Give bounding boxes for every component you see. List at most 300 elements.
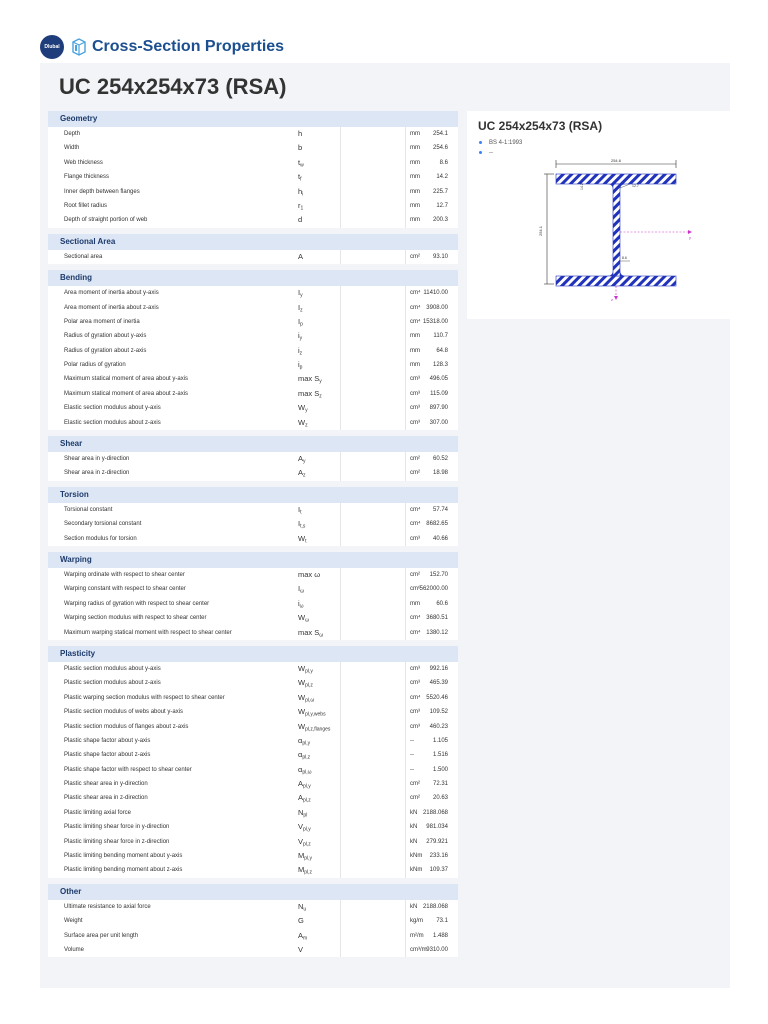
symbol-subscript: y	[305, 407, 308, 414]
property-row	[48, 582, 458, 596]
property-value: 496.05	[429, 376, 448, 383]
symbol-subscript: pl	[303, 812, 308, 819]
bullet-icon	[479, 141, 482, 144]
property-unit: cm⁴	[410, 694, 421, 701]
property-value: 465.39	[429, 680, 448, 687]
property-row	[48, 720, 458, 734]
property-value: 1.500	[432, 766, 448, 773]
property-description: Plastic section modulus of flanges about z-axis	[64, 723, 189, 730]
property-value: 20.63	[432, 795, 448, 802]
property-description: Elastic section modulus about y-axis	[64, 405, 161, 412]
symbol-subscript: pl,z	[303, 797, 311, 804]
property-unit: cm³	[410, 723, 420, 730]
property-description: Width	[64, 145, 80, 152]
symbol-base: W	[298, 533, 306, 543]
symbol-base: W	[298, 613, 306, 623]
property-unit: mm	[410, 159, 420, 166]
property-description: Radius of gyration about z-axis	[64, 347, 147, 354]
symbol-base: i	[298, 598, 300, 608]
property-value: 1380.12	[426, 629, 448, 636]
property-value: 128.3	[432, 362, 448, 369]
property-value: 72.31	[432, 781, 448, 788]
property-unit: kN	[410, 838, 418, 845]
property-row	[48, 372, 458, 386]
property-unit: kg/m	[410, 918, 424, 925]
property-row	[48, 914, 458, 928]
property-value: 225.7	[432, 188, 448, 195]
cross-section-icon	[70, 37, 88, 57]
property-description: Flange thickness	[64, 174, 110, 181]
property-value: 60.52	[432, 456, 448, 463]
symbol-base: i	[298, 360, 300, 370]
property-value: 15318.00	[422, 318, 448, 325]
symbol-base: V	[298, 836, 304, 846]
property-value: 115.09	[430, 390, 448, 397]
property-description: Inner depth between flanges	[64, 188, 140, 195]
symbol-base: h	[298, 186, 303, 196]
property-description: Plastic limiting bending moment about y-axis	[64, 853, 183, 860]
property-unit: cm⁴	[410, 318, 421, 325]
property-unit: cm²	[410, 571, 420, 578]
symbol-base: I	[298, 288, 301, 298]
symbol-base: α	[298, 750, 303, 760]
property-unit: cm³	[410, 376, 420, 383]
property-value: 3908.00	[426, 304, 448, 311]
symbol-base: I	[298, 302, 301, 312]
symbol-subscript: pl,z	[305, 682, 313, 689]
section-drawing	[470, 155, 710, 305]
property-row	[48, 141, 458, 155]
symbol-subscript: y	[300, 292, 303, 299]
property-row	[48, 662, 458, 676]
z-axis-label: z	[611, 297, 613, 302]
symbol-base: W	[298, 721, 306, 731]
property-value: 1.105	[432, 737, 448, 744]
z-axis-arrow-icon	[614, 296, 618, 300]
property-unit: mm	[410, 188, 420, 195]
symbol-subscript: z	[305, 422, 308, 429]
property-description: Plastic shape factor about y-axis	[64, 737, 151, 744]
property-value: 60.6	[436, 600, 448, 607]
property-row	[48, 416, 458, 430]
property-description: Polar area moment of inertia	[64, 318, 140, 325]
symbol-base: V	[298, 822, 304, 832]
property-row	[48, 863, 458, 877]
card-info-item	[479, 138, 522, 148]
property-row	[48, 517, 458, 531]
symbol-subscript: y	[299, 335, 303, 342]
property-row	[48, 835, 458, 849]
property-row	[48, 705, 458, 719]
property-description: Area moment of inertia about z-axis	[64, 304, 159, 311]
symbol-base: A	[298, 454, 304, 464]
property-description: Polar radius of gyration	[64, 362, 126, 369]
symbol-subscript: y	[303, 458, 306, 465]
symbol-subscript: z	[299, 350, 303, 357]
property-unit: cm³	[410, 390, 420, 397]
property-unit: kN	[410, 903, 418, 910]
web	[613, 184, 620, 276]
property-description: Area moment of inertia about y-axis	[64, 290, 159, 297]
symbol-base: α	[298, 764, 303, 774]
symbol-base: W	[298, 692, 306, 702]
property-description: Warping section modulus with respect to shear center	[64, 615, 207, 622]
property-description: Shear area in y-direction	[64, 456, 130, 463]
property-unit: cm³	[410, 419, 420, 426]
property-unit: mm	[410, 600, 420, 607]
symbol-base: W	[298, 403, 306, 413]
symbol-subscript: ω	[300, 588, 304, 595]
symbol-subscript: t	[300, 509, 302, 516]
property-description: Warping constant with respect to shear center	[64, 586, 186, 593]
symbol-subscript: p	[299, 364, 303, 371]
symbol-subscript: f	[300, 176, 302, 183]
property-value: 460.23	[429, 723, 448, 730]
property-symbol	[298, 250, 303, 267]
property-row	[48, 387, 458, 401]
property-unit: cm³	[410, 680, 420, 687]
property-row	[48, 820, 458, 834]
property-value: 1.488	[432, 932, 448, 939]
symbol-subscript: ω	[305, 617, 309, 624]
property-description: Surface area per unit length	[64, 932, 139, 939]
property-value: 152.70	[429, 571, 448, 578]
property-unit: cm⁴	[410, 290, 421, 297]
symbol-base: G	[298, 916, 304, 926]
property-description: Plastic limiting shear force in y-direction	[64, 824, 170, 831]
property-unit: cm²	[410, 470, 420, 477]
symbol-base: I	[298, 504, 301, 514]
card-title: UC 254x254x73 (RSA)	[478, 119, 603, 133]
property-row	[48, 329, 458, 343]
property-unit: cm³/m	[410, 946, 427, 953]
symbol-subscript: p	[300, 321, 303, 328]
property-unit: --	[410, 737, 414, 744]
property-description: Elastic section modulus about z-axis	[64, 419, 161, 426]
symbol-base: b	[298, 143, 303, 153]
property-description: Plastic shear area in y-direction	[64, 781, 148, 788]
property-value: 254.6	[432, 145, 448, 152]
property-unit: cm²	[410, 253, 420, 260]
properties-table	[48, 111, 458, 957]
property-symbol	[298, 213, 302, 230]
section-header: Plasticity	[48, 646, 458, 662]
property-unit: kN	[410, 824, 418, 831]
property-unit: mm	[410, 217, 420, 224]
property-description: Depth of straight portion of web	[64, 217, 148, 224]
property-description: Sectional area	[64, 253, 103, 260]
property-row	[48, 127, 458, 141]
property-description: Warping radius of gyration with respect to shear center	[64, 600, 210, 607]
property-value: 2188.068	[422, 809, 448, 816]
property-row	[48, 791, 458, 805]
symbol-base: max S	[298, 627, 320, 637]
property-unit: cm⁴	[410, 629, 421, 636]
symbol-base: A	[298, 793, 304, 803]
tf-label: 14.2	[580, 183, 584, 190]
property-symbol	[298, 863, 312, 880]
section-body	[48, 568, 458, 640]
property-description: Plastic limiting axial force	[64, 809, 132, 816]
symbol-subscript: u	[303, 906, 307, 913]
property-row	[48, 734, 458, 748]
card-info-text: BS 4-1:1993	[489, 140, 523, 146]
property-value: 8682.65	[426, 521, 448, 528]
property-unit: mm	[410, 174, 420, 181]
symbol-subscript: 1	[300, 205, 304, 212]
property-value: 279.921	[426, 838, 448, 845]
property-description: Plastic warping section modulus with respect to shear center	[64, 694, 225, 701]
app-title: Cross-Section Properties	[92, 38, 285, 55]
property-description: Section modulus for torsion	[64, 535, 137, 542]
property-description: Radius of gyration about y-axis	[64, 333, 147, 340]
symbol-subscript: pl,y	[304, 855, 313, 862]
tw-label: 8.6	[622, 256, 627, 260]
property-unit: cm²	[410, 781, 420, 788]
property-symbol	[298, 466, 306, 483]
property-unit: --	[410, 766, 414, 773]
property-unit: --	[410, 752, 414, 759]
symbol-base: i	[298, 331, 300, 341]
section-body	[48, 127, 458, 228]
property-row	[48, 777, 458, 791]
property-symbol	[298, 943, 303, 960]
symbol-subscript: pl,z	[303, 841, 311, 848]
symbol-subscript: y	[319, 378, 322, 385]
property-description: Torsional constant	[64, 506, 113, 513]
symbol-base: W	[298, 707, 306, 717]
symbol-base: W	[298, 417, 306, 427]
property-value: 57.74	[432, 506, 448, 513]
property-value: 18.98	[432, 470, 448, 477]
symbol-subscript: w	[300, 162, 304, 169]
symbol-base: I	[298, 519, 301, 529]
property-description: Plastic section modulus about y-axis	[64, 665, 161, 672]
property-value: 562000.00	[419, 586, 448, 593]
property-value: 1.516	[432, 752, 448, 759]
property-unit: cm²	[410, 795, 420, 802]
property-unit: cm⁴	[410, 615, 421, 622]
property-value: 12.7	[436, 202, 448, 209]
property-unit: kNm	[410, 867, 423, 874]
symbol-base: A	[298, 251, 304, 261]
property-row	[48, 286, 458, 300]
y-axis-arrow-icon	[688, 230, 692, 234]
symbol-subscript: pl,y	[303, 783, 311, 790]
dlubal-logo[interactable]	[40, 35, 64, 59]
section-body	[48, 286, 458, 430]
property-row	[48, 250, 458, 264]
property-description: Weight	[64, 918, 83, 925]
property-value: 3680.51	[426, 615, 448, 622]
property-row	[48, 199, 458, 213]
symbol-subscript: pl,z	[302, 754, 311, 761]
property-unit: cm³	[410, 709, 420, 716]
property-value: 14.2	[436, 174, 448, 181]
property-unit: cm²	[410, 456, 420, 463]
symbol-base: max S	[298, 388, 320, 398]
symbol-subscript: ω	[299, 603, 304, 610]
property-row	[48, 676, 458, 690]
property-row	[48, 626, 458, 640]
property-row	[48, 929, 458, 943]
property-description: Ultimate resistance to axial force	[64, 903, 151, 910]
property-value: 9310.00	[426, 946, 448, 953]
property-unit: mm	[410, 362, 420, 369]
property-row	[48, 611, 458, 625]
property-unit: mm	[410, 333, 420, 340]
property-description: Root fillet radius	[64, 202, 108, 209]
property-row	[48, 213, 458, 227]
symbol-subscript: i	[302, 191, 304, 198]
symbol-base: max S	[298, 374, 320, 384]
property-description: Plastic limiting shear force in z-direction	[64, 838, 170, 845]
property-description: Maximum warping statical moment with respect to shear center	[64, 629, 232, 636]
property-value: 897.90	[429, 405, 448, 412]
property-row	[48, 748, 458, 762]
property-row	[48, 466, 458, 480]
section-header: Sectional Area	[48, 234, 458, 250]
symbol-base: W	[298, 678, 306, 688]
symbol-base: A	[298, 779, 304, 789]
property-unit: kN	[410, 809, 418, 816]
symbol-base: V	[298, 944, 304, 954]
property-row	[48, 344, 458, 358]
section-header: Warping	[48, 552, 458, 568]
page-title: UC 254x254x73 (RSA)	[59, 74, 287, 99]
property-unit: mm	[410, 145, 420, 152]
property-row	[48, 170, 458, 184]
property-unit: cm⁴	[410, 506, 421, 513]
property-value: 2188.068	[422, 903, 448, 910]
symbol-subscript: pl,ω	[305, 697, 315, 704]
section-header: Geometry	[48, 111, 458, 127]
card-info-text: --	[489, 150, 493, 156]
property-description: Volume	[64, 946, 85, 953]
property-value: 64.8	[436, 347, 448, 354]
property-unit: cm⁴	[410, 521, 421, 528]
symbol-subscript: pl,y	[302, 740, 311, 747]
symbol-base: r	[298, 200, 301, 210]
symbol-base: N	[298, 807, 304, 817]
section-header: Other	[48, 884, 458, 900]
top-flange	[556, 174, 676, 184]
property-description: Depth	[64, 131, 81, 137]
bottom-flange	[556, 276, 676, 286]
property-unit: cm³	[410, 665, 420, 672]
property-value: 200.3	[432, 217, 448, 224]
symbol-subscript: t,s	[300, 523, 306, 530]
property-unit: mm	[410, 202, 420, 209]
y-axis-label: y	[689, 235, 691, 240]
property-value: 110.7	[433, 333, 448, 340]
section-body	[48, 452, 458, 481]
section-header: Torsion	[48, 487, 458, 503]
property-description: Web thickness	[64, 159, 103, 166]
symbol-subscript: ω	[319, 632, 324, 639]
section-body	[48, 900, 458, 958]
property-unit: kNm	[410, 853, 423, 860]
symbol-base: max ω	[298, 569, 321, 579]
property-value: 109.52	[429, 709, 448, 716]
symbol-subscript: pl,ω	[302, 769, 312, 776]
property-row	[48, 358, 458, 372]
symbol-subscript: z	[300, 307, 303, 314]
property-symbol	[298, 626, 323, 643]
symbol-base: t	[298, 157, 301, 167]
property-row	[48, 503, 458, 517]
property-unit: cm⁶	[410, 586, 421, 593]
property-value: 254.1	[432, 131, 448, 137]
property-unit: mm	[410, 347, 420, 354]
width-label: 254.6	[610, 158, 622, 163]
property-value: 11410.00	[423, 290, 448, 297]
section-body	[48, 503, 458, 546]
symbol-subscript: z	[303, 472, 306, 479]
property-row	[48, 691, 458, 705]
property-row	[48, 900, 458, 914]
symbol-base: α	[298, 735, 303, 745]
property-unit: mm	[410, 131, 420, 137]
property-description: Secondary torsional constant	[64, 521, 142, 528]
property-row	[48, 185, 458, 199]
symbol-base: M	[298, 851, 305, 861]
property-description: Warping ordinate with respect to shear center	[64, 571, 185, 578]
symbol-subscript: m	[303, 935, 308, 942]
symbol-subscript: pl,z,flanges	[305, 726, 331, 732]
symbol-base: i	[298, 345, 300, 355]
property-description: Plastic shear area in z-direction	[64, 795, 148, 802]
symbol-base: h	[298, 129, 303, 138]
property-description: Maximum statical moment of area about y-axis	[64, 376, 189, 383]
property-value: 5520.46	[426, 694, 448, 701]
property-row	[48, 156, 458, 170]
property-value: 992.16	[429, 665, 448, 672]
property-row	[48, 532, 458, 546]
property-unit: cm³	[410, 405, 420, 412]
property-description: Plastic section modulus of webs about y-axis	[64, 709, 184, 716]
property-description: Plastic section modulus about z-axis	[64, 680, 161, 687]
symbol-subscript: pl,y	[305, 668, 313, 675]
symbol-subscript: pl,y	[303, 826, 311, 833]
property-unit: cm⁴	[410, 304, 421, 311]
property-value: 73.1	[436, 918, 448, 925]
property-row	[48, 301, 458, 315]
symbol-base: I	[298, 584, 301, 594]
property-value: 93.10	[432, 253, 448, 260]
symbol-base: W	[298, 663, 306, 673]
height-label: 254.1	[538, 225, 543, 237]
property-row	[48, 401, 458, 415]
symbol-base: A	[298, 930, 304, 940]
property-unit: cm³	[410, 535, 420, 542]
symbol-subscript: pl,y,webs	[305, 711, 326, 718]
section-header: Bending	[48, 270, 458, 286]
property-description: Plastic limiting bending moment about z-axis	[64, 867, 183, 874]
symbol-base: t	[298, 172, 301, 182]
property-symbol	[298, 416, 308, 433]
property-value: 233.16	[429, 853, 448, 860]
property-value: 307.00	[429, 419, 448, 426]
property-row	[48, 597, 458, 611]
property-description: Maximum statical moment of area about z-axis	[64, 390, 189, 397]
section-body	[48, 662, 458, 878]
property-row	[48, 806, 458, 820]
radius-label: 12.7	[632, 184, 639, 188]
symbol-subscript: pl,z	[304, 869, 313, 876]
section-body	[48, 250, 458, 264]
symbol-subscript: t	[305, 538, 307, 545]
